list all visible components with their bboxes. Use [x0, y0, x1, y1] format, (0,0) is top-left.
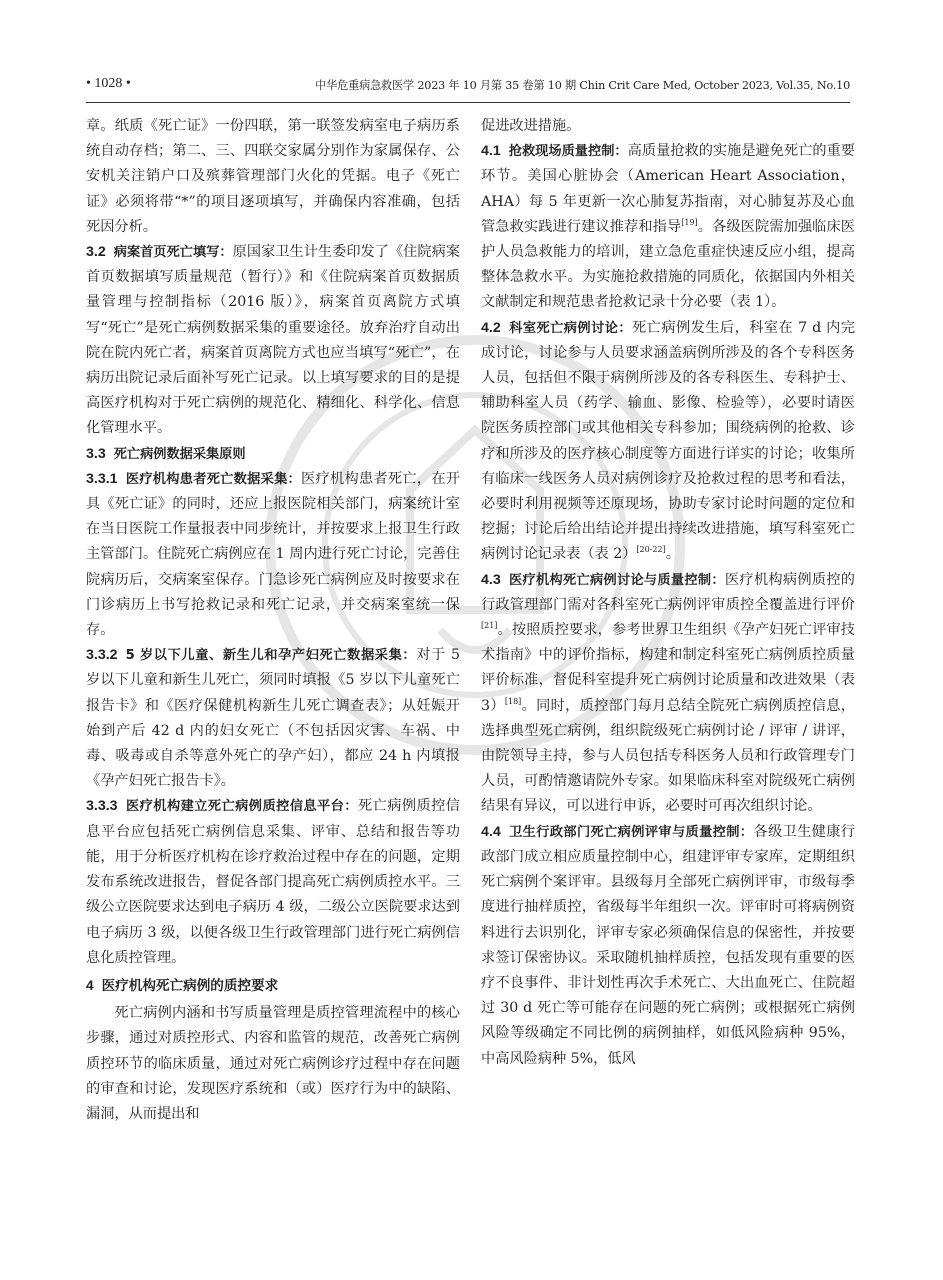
- section-title: 卫生行政部门死亡病例评审与质量控制：: [508, 824, 754, 840]
- section-text: 高质量抢救的实施是避免死亡的重要环节。美国心脏协会（American Heart Association，AHA）每 5 年更新一次心肺复苏指南，对心肺复苏及心血管急救实践进行建议推荐和指导: [481, 143, 855, 235]
- section-3-2: [86, 240, 460, 442]
- section-number: 4: [86, 977, 94, 993]
- citation-ref: [20-22]: [636, 545, 666, 555]
- section-text: 死亡病例发生后，科室在 7 d 内完成讨论，讨论参与人员要求涵盖病例所涉及的各个专科医务人员，包括但不限于病例所涉及的各专科医生、专科护士、辅助科室人员（药学、输血、影像、检验等），必要时请医院医务质控部门或其他相关专科参加；围绕病例的抢救、诊疗和所涉及的医疗核心制度等方面进行详实的讨论；收集所有临床一线医务人员对病例诊疗及抢救过程的思考和看法，必要时利用视频等还原现场，协助专家讨论时问题的定位和挖掘；讨论后给出结论并提出持续改进措施，填写科室死亡病例讨论记录表（表 2）: [481, 319, 856, 563]
- section-text: 死亡病例质控信息平台应包括死亡病例信息采集、评审、总结和报告等功能，用于分析医疗机构在诊疗救治过程中存在的问题，定期发布系统改进报告，督促各部门提高死亡病例质控水平。三级公立医院要求达到电子病历 4 级，二级公立医院要求达到电子病历 3 级，以便各级卫生行政管理部门进行死亡病例信息化质控管理。: [86, 798, 460, 966]
- left-column: [86, 114, 460, 1127]
- section-title: 医疗机构患者死亡数据采集：: [125, 471, 302, 487]
- section-4-4: [481, 820, 855, 1072]
- section-number: 3.3.1: [86, 470, 118, 487]
- section-text: 。按照质控要求，参考世界卫生组织《孕产妇死亡评审技术指南》中的评价指标，构建和制定科室死亡病例质控质量评价标准，督促科室提升死亡病例讨论质量和改进效果（表 3）: [481, 622, 855, 714]
- citation-ref: [19]: [681, 217, 698, 227]
- section-number: 3.3: [86, 445, 106, 462]
- citation-ref: [21]: [481, 621, 498, 631]
- section-3-3-3: [86, 794, 460, 970]
- paragraph-continued: 促进改进措施。: [481, 118, 581, 134]
- section-number: 4.1: [481, 143, 501, 160]
- section-4-2: [481, 316, 855, 568]
- section-text: 各级卫生健康行政部门成立相应质量控制中心，组建评审专家库，定期组织死亡病例个案评审。县级每月全部死亡病例评审，市级每季度进行抽样质控，省级每半年组织一次。评审时可将病例资料进行去识别化，评审专家必须确保信息的保密性，并按要求签订保密协议。采取随机抽样质控，包括发现有重要的医疗不良事件、非计划性再次手术死亡、大出血死亡、住院超过 30 d 死亡等可能存在问题的死亡病例；或根据死亡病例风险等级确定不同比例的病例抽样，如低风险病种 95%，中高风险病种 5%，低风: [481, 823, 855, 1067]
- section-title: 死亡病例数据采集原则: [113, 446, 246, 462]
- section-number: 4.3: [481, 571, 501, 588]
- section-title: 科室死亡病例讨论：: [508, 320, 633, 336]
- section-4-text: 死亡病例内涵和书写质量管理是质控管理流程中的核心步骤，通过对质控形式、内容和监管的规范，改善死亡病例质控环节的临床质量，通过对死亡病例诊疗过程中存在问题的审查和讨论，发现医疗系统和（或）医疗行为中的缺陷、漏洞，从而提出和: [86, 1005, 460, 1122]
- section-text: 对于 5 岁以下儿童和新生儿死亡，须同时填报《5 岁以下儿童死亡报告卡》和《医疗保健机构新生儿死亡调查表》；从妊娠开始到产后 42 d 内的妇女死亡（不包括因灾害、车祸、中毒、吸毒或自杀等意外死亡的孕产妇），都应 24 h 内填报《孕产妇死亡报告卡》。: [86, 647, 460, 790]
- page-number: • 1028 •: [86, 76, 131, 91]
- section-text: 。各级医院需加强临床医护人员急救能力的培训，建立急危重症快速反应小组，提高整体急救水平。为实施抢救措施的同质化，依据国内外相关文献制定和规范患者抢救记录十分必要（表 1）。: [481, 218, 855, 311]
- section-title: 医疗机构死亡病例的质控要求: [101, 977, 279, 994]
- section-number: 3.3.2: [86, 647, 118, 664]
- section-number: 4.2: [481, 319, 501, 336]
- section-text: 。: [665, 546, 680, 563]
- section-title: 5 岁以下儿童、新生儿和孕产妇死亡数据采集：: [125, 648, 417, 664]
- journal-citation: 中华危重病急救医学 2023 年 10 月第 35 卷第 10 期 Chin Crit Care Med, October 2023, Vol.35, No.10: [315, 79, 850, 92]
- section-title: 病案首页死亡填写：: [113, 245, 233, 261]
- section-title: 医疗机构建立死亡病例质控信息平台：: [125, 799, 358, 815]
- paragraph-intro: 章。纸质《死亡证》一份四联，第一联签发病室电子病历系统自动存档；第二、三、四联交家属分别作为家属保存、公安机关注销户口及殡葬管理部门火化的凭据。电子《死亡证》必须将带“*”的项目逐项填写，并确保内容准确，包括死因分析。: [86, 118, 460, 235]
- section-title: 医疗机构死亡病例讨论与质量控制：: [508, 572, 725, 588]
- section-text: 。同时，质控部门每月总结全院死亡病例质控信息，选择典型死亡病例，组织院级死亡病例讨论 / 评审 / 讲评，由院领导主持，参与人员包括专科医务人员和行政管理专门人员，可酌情邀请院外专家。如果临床科室对院级死亡病例结果有异议，可以进行申诉，必要时可再次组织讨论。: [481, 697, 855, 815]
- section-text: 原国家卫生计生委印发了《住院病案首页数据填写质量规范（暂行）》和《住院病案首页数据质量管理与控制指标（2016 版）》，病案首页离院方式填写“死亡”是死亡病例数据采集的重要途径。放弃治疗自动出院在院内死亡者，病案首页离院方式也应当填写“死亡”，在病历出院记录后面补写死亡记录。以上填写要求的目的是提高医疗机构对于死亡病例的规范化、精细化、科学化、信息化管理水平。: [86, 244, 460, 437]
- section-number: 3.3.3: [86, 798, 118, 815]
- section-number: 4.4: [481, 823, 501, 840]
- section-3-3-2: [86, 643, 460, 794]
- citation-ref: [18]: [504, 696, 522, 706]
- section-3-3: [86, 442, 460, 467]
- section-4-1: [481, 139, 855, 315]
- section-text: 医疗机构患者死亡，在开具《死亡证》的同时，还应上报医院相关部门，病案统计室在当日医院工作量报表中同步统计，并按要求上报卫生行政主管部门。住院死亡病例应在 1 周内进行死亡讨论，完善住院病历后，交病案室保存。门急诊死亡病例应及时按要求在门诊病历上书写抢救记录和死亡记录，并交病案室统一保存。: [86, 470, 460, 639]
- running-header: [86, 74, 850, 103]
- right-column: [481, 114, 855, 1072]
- section-3-3-1: [86, 467, 460, 643]
- section-text: 医疗机构病例质控的行政管理部门需对各科室死亡病例评审质控全覆盖进行评价: [481, 571, 855, 613]
- section-4-heading: [86, 973, 460, 999]
- section-title: 抢救现场质量控制：: [508, 144, 628, 160]
- section-number: 3.2: [86, 244, 106, 261]
- section-4-3: [481, 568, 855, 820]
